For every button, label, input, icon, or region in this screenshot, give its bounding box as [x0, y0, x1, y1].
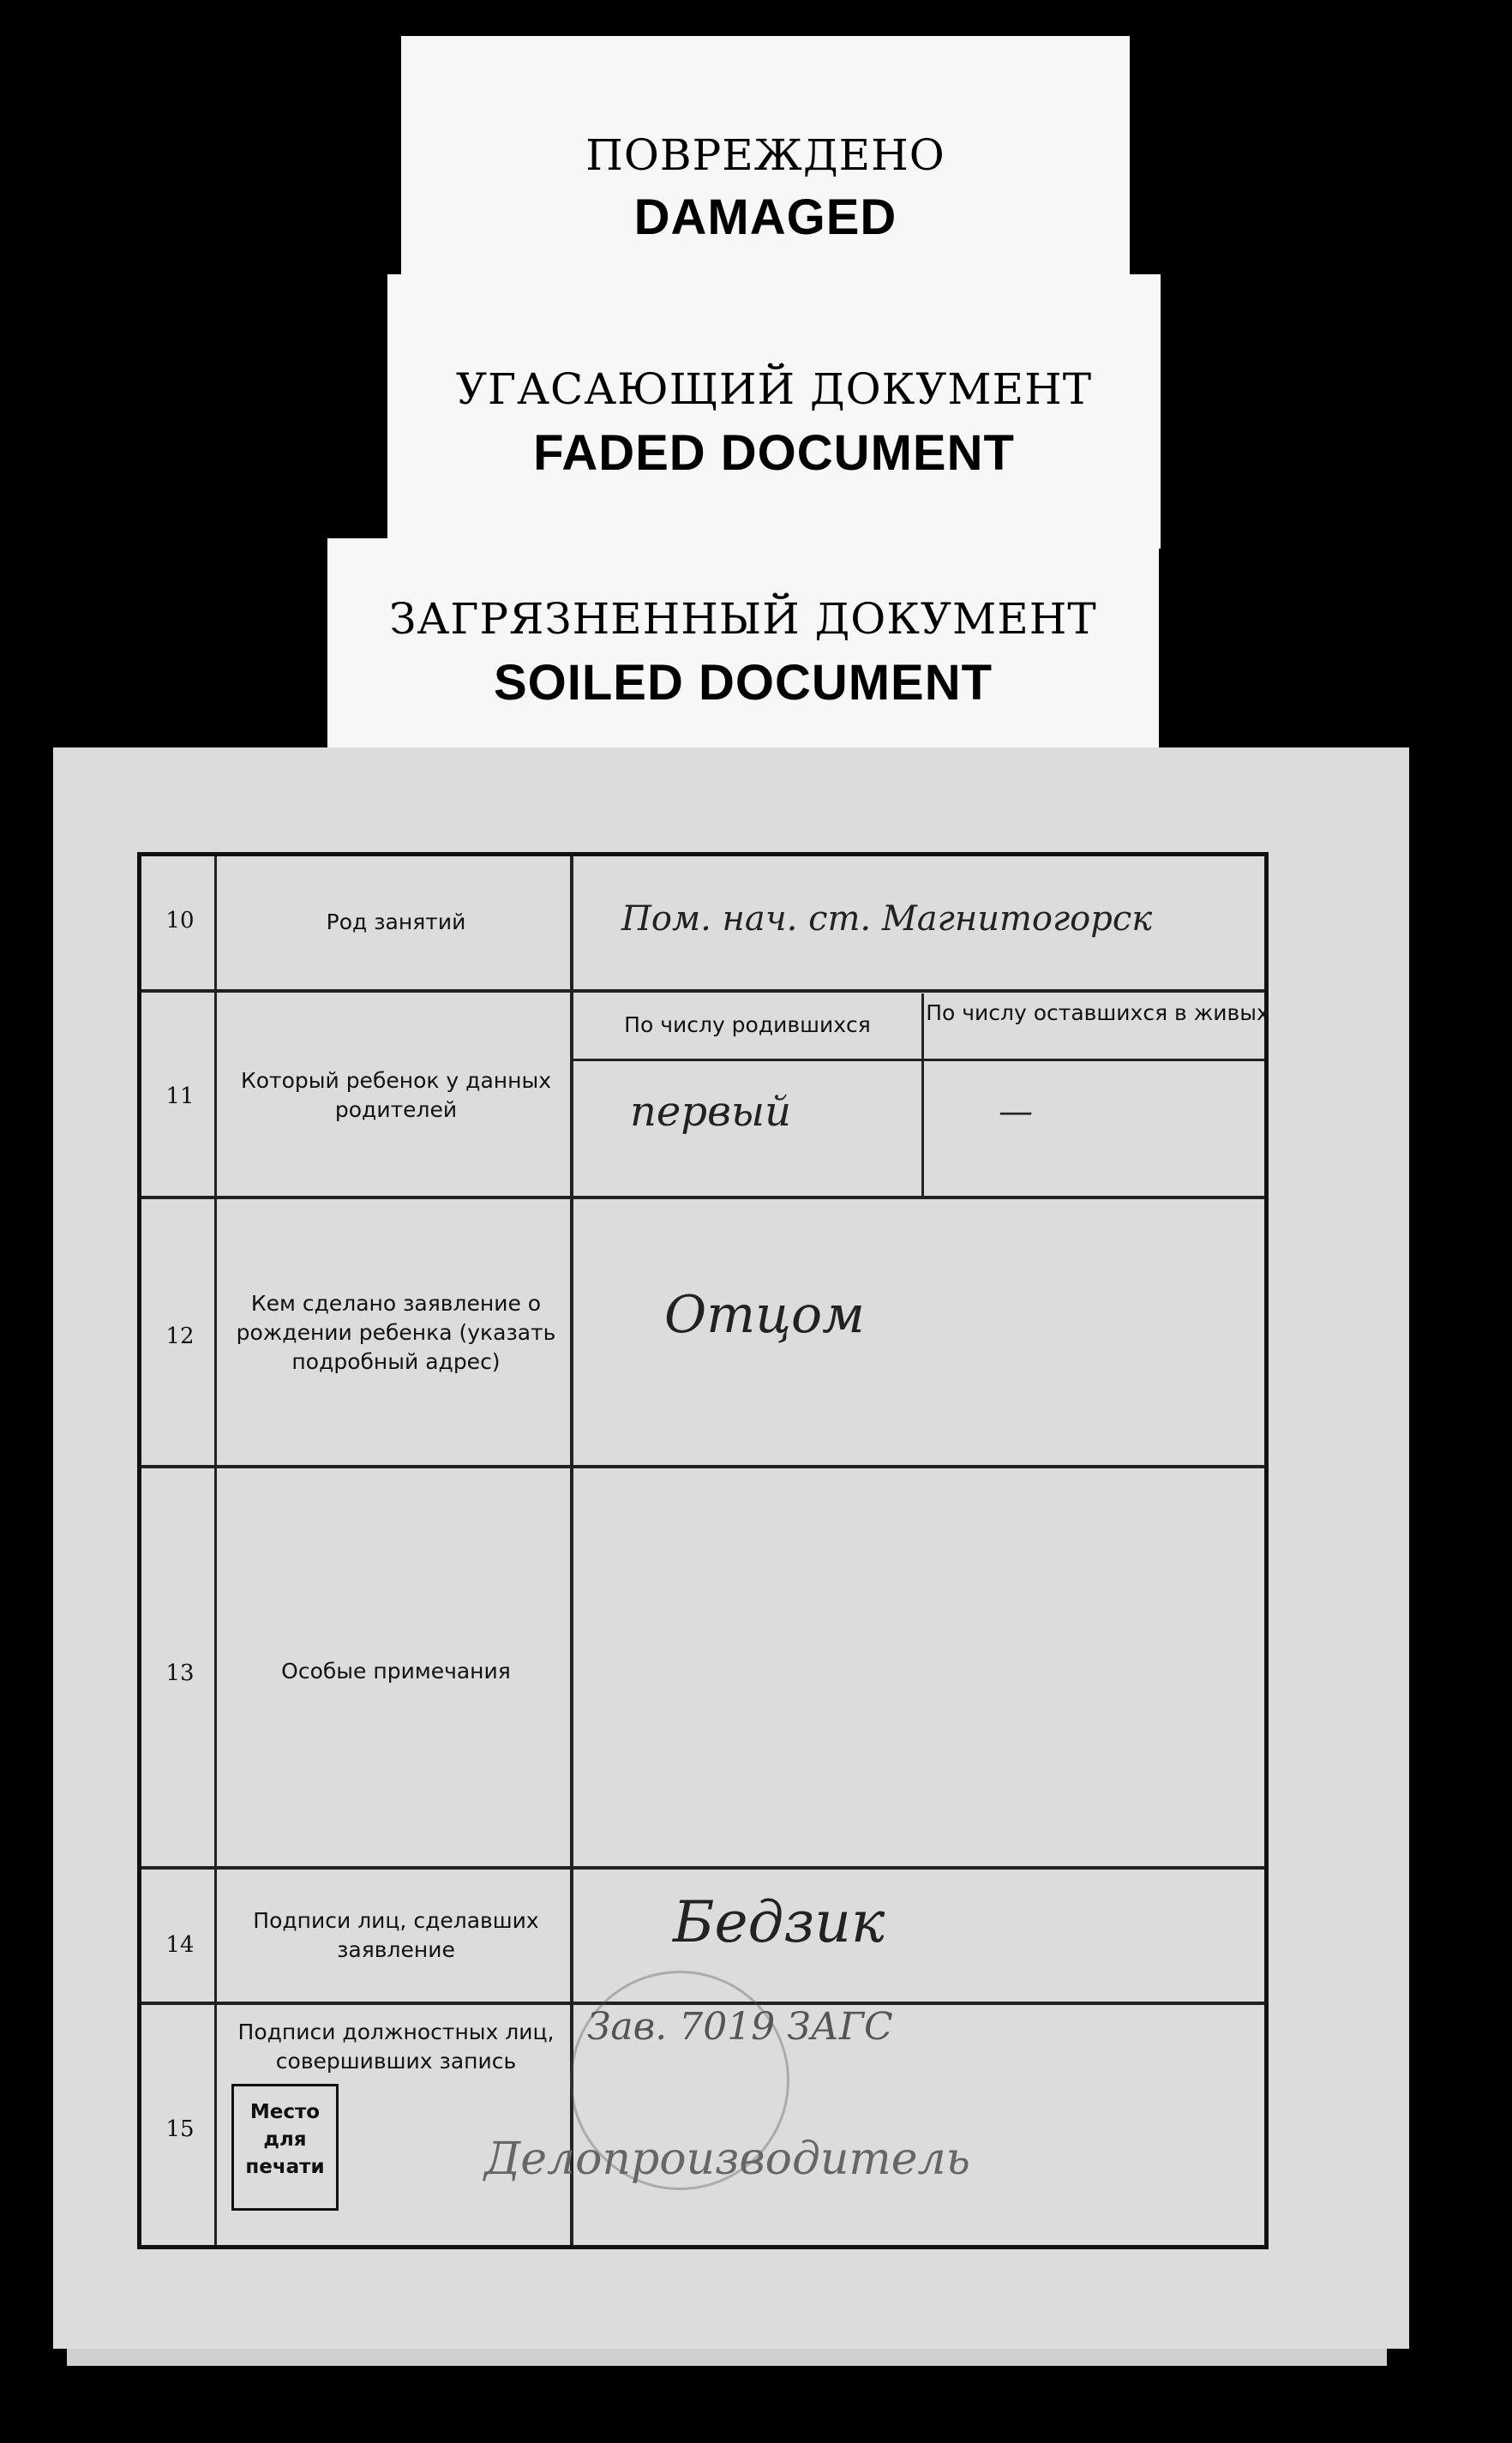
child-order-label: Который ребенок у данных родителей: [240, 1068, 551, 1122]
special-notes-label: Особые примечания: [281, 1659, 511, 1684]
stamp-place-box: Место для печати: [231, 2084, 339, 2211]
row-number-14: 14: [165, 1932, 195, 1958]
damaged-label-card: [401, 36, 1130, 293]
row-divider: [573, 1059, 1264, 1061]
row-divider: [141, 1465, 1264, 1468]
row-divider: [141, 989, 1264, 993]
faded-label-en: FADED DOCUMENT: [533, 425, 1015, 481]
damaged-label-en: DAMAGED: [633, 189, 897, 245]
damaged-label-ru: ПОВРЕЖДЕНО: [585, 130, 945, 180]
living-count-header: По числу оставшихся в живых: [926, 1000, 1269, 1025]
occupation-value: Пом. нач. ст. Магнитогорск: [621, 899, 1153, 939]
official-signature-line2: Делопроизводитель: [484, 2134, 970, 2185]
official-signature-label: Подписи должностных лиц, совершивших запись: [237, 2020, 555, 2074]
row-number-11: 11: [165, 1083, 195, 1109]
row-number-15: 15: [165, 2116, 195, 2142]
row-number-10: 10: [165, 908, 195, 933]
column-divider: [214, 856, 217, 2245]
registration-form-table: [137, 852, 1269, 2249]
faded-label-card: [387, 274, 1161, 549]
declarant-value: Отцом: [664, 1285, 865, 1345]
declarant-signature-label: Подписи лиц, сделавших заявление: [253, 1908, 539, 1962]
soiled-label-en: SOILED DOCUMENT: [493, 655, 993, 711]
born-count-header: По числу родившихся: [624, 1012, 871, 1037]
soiled-label-ru: ЗАГРЯЗНЕННЫЙ ДОКУМЕНТ: [389, 594, 1097, 644]
declarant-label: Кем сделано заявление о рождении ребенка (указать подробный адрес): [236, 1291, 556, 1374]
declarant-signature: Бедзик: [673, 1889, 885, 1955]
row-divider: [141, 1866, 1264, 1870]
row-number-13: 13: [165, 1660, 195, 1686]
official-signature-line1: Зав. 7019 ЗАГС: [587, 2005, 893, 2049]
row-divider: [141, 1196, 1264, 1199]
occupation-label: Род занятий: [326, 909, 466, 934]
faded-label-ru: УГАСАЮЩИЙ ДОКУМЕНТ: [455, 364, 1093, 414]
born-count-value: первый: [630, 1088, 791, 1136]
living-count-value: —: [999, 1092, 1033, 1131]
row-number-12: 12: [165, 1324, 195, 1349]
